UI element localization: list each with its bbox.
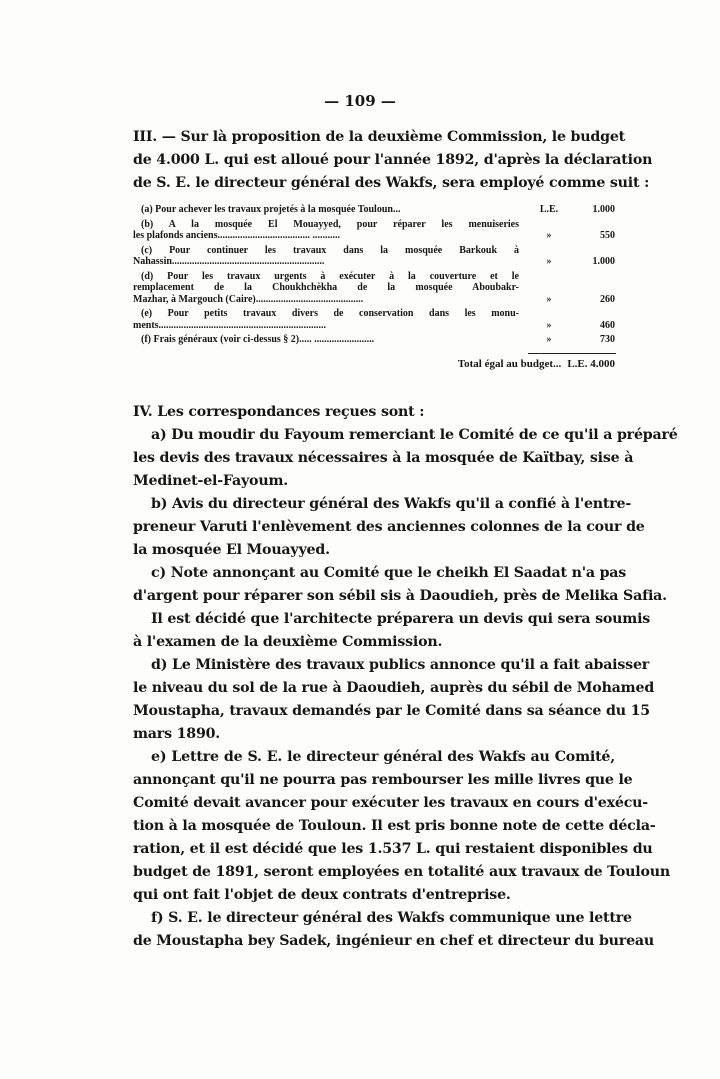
budget-row-line [133, 245, 615, 257]
budget-item-text: Nahassin............................................................. [133, 256, 325, 267]
budget-item-text: (e) Pour petits travaux divers de conservation dans les monu- [141, 308, 519, 319]
currency-mark [519, 219, 579, 231]
text-line: IV. Les correspondances reçues sont : [133, 404, 425, 420]
currency-mark: » [546, 319, 552, 331]
budget-amount [579, 245, 615, 257]
currency-mark: » [546, 334, 552, 345]
text-line: de S. E. le directeur général des Wakfs, sera employé comme suit : [133, 175, 650, 191]
budget-row-line [133, 308, 615, 320]
total-value: L.E. 4.000 [567, 357, 615, 370]
budget-row-line [133, 219, 615, 231]
budget-row-line [133, 334, 615, 346]
section-iv [133, 401, 678, 953]
budget-item-text: (a) Pour achever les travaux projetés à la mosquée Touloun... [141, 204, 401, 215]
budget-item-text: (d) Pour les travaux urgents à exécuter à la couverture et le [141, 270, 519, 282]
text-line: Medinet-el-Fayoum. [133, 473, 288, 489]
text-line: III. — Sur là proposition de la deuxième Commission, le budget [133, 129, 626, 145]
budget-item-text: (f) Frais généraux (voir ci-dessus § 2)..... ........................ [141, 334, 375, 345]
text-line: tion à la mosquée de Touloun. Il est pris bonne note de cette décla- [133, 818, 656, 834]
currency-mark: » [546, 256, 552, 267]
text-line: d) Le Ministère des travaux publics annonce qu'il a fait abaisser [151, 657, 650, 673]
budget-amount [579, 308, 615, 320]
text-line: Moustapha, travaux demandés par le Comité dans sa séance du 15 [133, 703, 650, 719]
budget-amount: 730 [600, 334, 615, 345]
budget-amount [579, 219, 615, 231]
budget-row-line [133, 256, 615, 268]
currency-mark [519, 282, 579, 294]
text-line: f) S. E. le directeur général des Wakfs communique une lettre [151, 910, 632, 926]
budget-row-line [133, 320, 615, 332]
budget-amount: 260 [600, 293, 615, 305]
text-line: de Moustapha bey Sadek, ingénieur en chef et directeur du bureau [133, 933, 655, 949]
section-iii-paragraph [133, 126, 653, 195]
total-label: Total égal au budget... [457, 357, 562, 370]
text-line: preneur Varuti l'enlèvement des anciennes colonnes de la cour de [133, 519, 645, 535]
page-number: — 109 — [324, 92, 396, 110]
currency-mark: L.E. [539, 204, 559, 215]
budget-row-line [133, 282, 615, 294]
text-line: a) Du moudir du Fayoum remerciant le Comité de ce qu'il a préparé [151, 427, 678, 443]
budget-row-line [133, 271, 615, 283]
text-line: Il est décidé que l'architecte préparera un devis qui sera soumis [151, 611, 651, 627]
budget-row-line [133, 230, 615, 242]
text-line: budget de 1891, seront employées en totalité aux travaux de Touloun [133, 864, 670, 880]
text-line: mars 1890. [133, 726, 221, 742]
text-line: de 4.000 L. qui est alloué pour l'année 1892, d'après la déclaration [133, 152, 653, 168]
budget-amount [579, 282, 615, 294]
text-line: c) Note annonçant au Comité que le cheikh El Saadat n'a pas [151, 565, 627, 581]
text-line: e) Lettre de S. E. le directeur général des Wakfs au Comité, [151, 749, 615, 765]
budget-amount: 1.000 [592, 256, 615, 267]
text-line: qui ont fait l'objet de deux contrats d'entreprise. [133, 887, 511, 903]
budget-item-text: ments................................................................... [133, 319, 327, 331]
currency-mark [519, 308, 579, 320]
budget-amount [579, 271, 615, 283]
budget-total [133, 358, 615, 370]
text-line: annonçant qu'il ne pourra pas rembourser les mille livres que le [133, 772, 633, 788]
text-line: la mosquée El Mouayyed. [133, 542, 330, 558]
budget-amount: 1.000 [592, 204, 615, 215]
budget-row-line [133, 294, 615, 306]
budget-amount: 550 [600, 230, 615, 241]
text-line: le niveau du sol de la rue à Daoudieh, auprès du sébil de Mohamed [133, 680, 655, 696]
text-line: à l'examen de la deuxième Commission. [133, 634, 443, 650]
budget-item-text: (c) Pour continuer les travaux dans la mosquée Barkouk à [141, 244, 519, 256]
currency-mark: » [546, 230, 552, 241]
text-line: les devis des travaux nécessaires à la mosquée de Kaïtbay, sise à [133, 450, 634, 466]
text-line: d'argent pour réparer son sébil sis à Daoudieh, près de Melika Safia. [133, 588, 667, 604]
total-rule [528, 353, 616, 354]
text-line: Comité devait avancer pour exécuter les travaux en cours d'exécu- [133, 795, 648, 811]
budget-row-line [133, 204, 615, 216]
currency-mark [519, 271, 579, 283]
budget-table [133, 204, 615, 370]
text-line: ration, et il est décidé que les 1.537 L. qui restaient disponibles du [133, 841, 653, 857]
budget-item-text: (b) A la mosquée El Mouayyed, pour réparer les menuiseries [141, 218, 519, 230]
budget-item-text: les plafonds anciens..................................... ........... [133, 230, 340, 241]
currency-mark [519, 245, 579, 257]
currency-mark: » [546, 293, 552, 305]
text-line: b) Avis du directeur général des Wakfs qu'il a confié à l'entre- [151, 496, 632, 512]
budget-item-text: remplacement de la Choukhchèkha de la mosquée Aboubakr- [133, 282, 519, 293]
budget-item-text: Mazhar, à Margouch (Caire)........................................... [133, 293, 364, 305]
budget-amount: 460 [600, 319, 615, 331]
